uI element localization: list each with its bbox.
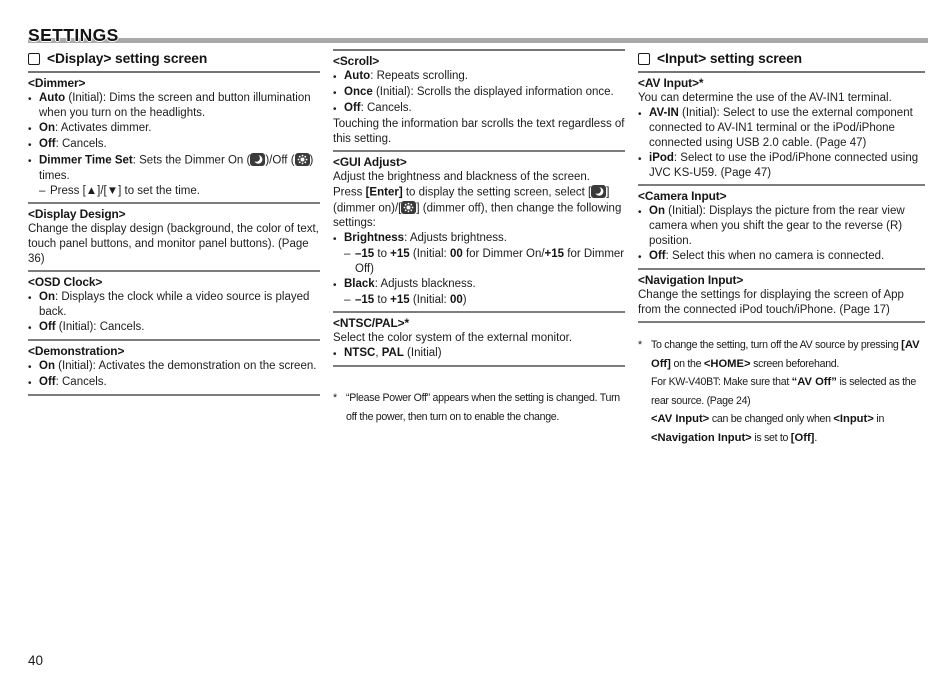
section-divider: [28, 394, 320, 396]
text-run: Adjust the brightness and blackness of the screen.: [333, 171, 590, 183]
text-run: You can determine the use of the AV-IN1 terminal.: [638, 92, 892, 104]
setting-section-title: <Scroll>: [333, 54, 380, 68]
text-run: (Initial): Displays the picture from the rear view camera when you shift the gear to the reverse (R) position.: [649, 205, 905, 247]
section-divider: [28, 339, 320, 341]
section-divider: [28, 270, 320, 272]
section-divider: [333, 311, 625, 313]
page-header: [28, 21, 928, 44]
bold-text-run: <Navigation Input>: [651, 431, 752, 444]
bold-text-run: <Input>: [833, 413, 874, 425]
text-run: (Initial): Select to use the external component connected to AV-IN1 terminal or the iPod/iPhone connected using USB 2.0 cable. (Page 47): [649, 107, 913, 149]
setting-section-title: <GUI Adjust>: [333, 155, 407, 169]
paragraph: [333, 331, 625, 346]
setting-section-title: <Display Design>: [28, 206, 126, 221]
bold-text-run: <AV Input>: [651, 413, 710, 425]
bullet-item: [333, 277, 625, 293]
dash-item: [333, 247, 625, 277]
column-middle: [333, 47, 625, 426]
bullet-item: [638, 106, 925, 151]
bold-text-run: 00: [449, 294, 463, 306]
footnote-marker: *: [333, 392, 338, 404]
paragraph: [28, 222, 320, 267]
screen-heading: [638, 47, 925, 73]
bold-text-run: On: [39, 122, 55, 134]
column-top-divider: [333, 49, 625, 51]
setting-section-title: <Camera Input>: [638, 189, 727, 203]
text-run: (Initial): Activates the demonstration on the screen.: [54, 359, 317, 372]
text-run: : Sets the Dimmer On (: [132, 154, 251, 167]
text-run: Change the settings for displaying the screen of App from the connected iPod touch/iPhone. (Page 17): [638, 289, 904, 316]
dimmer-on-moon-icon: [250, 153, 265, 166]
bullet-marker: •: [28, 361, 32, 373]
dash-marker: –: [344, 294, 351, 306]
bold-text-run: NTSC: [344, 347, 376, 359]
text-run: : Displays the clock while a video source is played back.: [39, 290, 310, 318]
text-run: Select the color system of the external monitor.: [333, 332, 573, 344]
text-run: For KW-V40BT: Make sure that: [651, 376, 792, 388]
item-text: [649, 249, 925, 265]
bold-text-run: Off: [39, 320, 56, 333]
bullet-item: [638, 151, 925, 181]
bullet-marker: •: [333, 349, 337, 360]
bold-text-run: 00: [449, 248, 463, 260]
footnote-line: [346, 389, 625, 426]
item-text: [355, 247, 625, 277]
bullet-item: [28, 121, 320, 137]
footnote-line: [651, 336, 925, 373]
bullet-marker: •: [28, 94, 32, 105]
text-run: screen beforehand.: [750, 357, 840, 370]
text-run: in: [873, 413, 885, 425]
bullet-marker: •: [28, 124, 32, 135]
section-divider: [638, 184, 925, 186]
footnote: [638, 336, 925, 447]
bullet-marker: •: [638, 109, 642, 120]
dash-marker: –: [39, 184, 46, 197]
text-run: To change the setting, turn off the AV source by pressing: [651, 339, 902, 351]
dimmer-off-sun-icon: [401, 201, 416, 214]
bullet-item: [333, 101, 625, 117]
text-run: for Dimmer On/: [462, 248, 545, 260]
bullet-marker: •: [333, 104, 337, 115]
text-run: to: [374, 294, 391, 306]
text-run: (Initial:: [409, 294, 450, 306]
text-run: : Activates dimmer.: [54, 122, 152, 134]
bullet-marker: •: [28, 322, 32, 334]
setting-section-title: <NTSC/PAL>*: [333, 316, 409, 330]
bullet-item: [638, 204, 925, 249]
text-run: for Dimmer Off): [355, 248, 625, 275]
dash-item: [333, 293, 625, 308]
column-right: [638, 47, 925, 447]
bullet-item: [28, 91, 320, 121]
dimmer-on-moon-icon: [591, 185, 606, 198]
paragraph: [333, 185, 625, 231]
item-text: [344, 69, 625, 85]
bullet-marker: •: [333, 234, 337, 245]
bold-text-run: Brightness: [344, 232, 405, 244]
section-divider: [333, 365, 625, 367]
bold-text-run: +15: [544, 248, 565, 260]
bullet-item: [28, 153, 320, 184]
column-left: [28, 47, 320, 398]
bullet-item: [28, 290, 320, 320]
footnote-line: [651, 373, 925, 410]
text-run: (Initial): Scrolls the displayed information once.: [372, 86, 614, 98]
paragraph: [333, 170, 625, 185]
bullet-item: [333, 231, 625, 247]
screen-heading-text: <Display> setting screen: [47, 51, 208, 66]
text-run: ] (dimmer on)/[: [333, 186, 610, 214]
text-run: : Adjusts blackness.: [374, 278, 476, 290]
text-run: (Initial): Cancels.: [55, 320, 145, 333]
bullet-item: [28, 359, 320, 375]
setting-section-title: <OSD Clock>: [28, 274, 103, 289]
item-text: [649, 151, 925, 181]
bold-text-run: On: [39, 359, 55, 372]
paragraph: [638, 288, 925, 318]
bullet-item: [28, 375, 320, 391]
item-text: [344, 85, 625, 101]
bullet-item: [333, 69, 625, 85]
item-text: [39, 121, 320, 137]
text-run: ) times.: [39, 154, 314, 182]
bold-text-run: PAL: [381, 347, 404, 359]
item-text: [39, 137, 320, 153]
text-run: (Initial): Dims the screen and button illumination when you turn on the headlights.: [39, 92, 311, 119]
item-text: [344, 346, 625, 362]
footnote-marker: *: [638, 339, 643, 351]
section-divider: [638, 268, 925, 270]
bold-text-run: [Enter]: [365, 186, 403, 199]
item-text: [39, 359, 320, 375]
bold-text-run: Off: [39, 375, 56, 388]
bold-text-run: Off: [649, 250, 666, 262]
bullet-item: [333, 346, 625, 362]
item-text: [344, 277, 625, 293]
bold-text-run: On: [39, 290, 55, 303]
text-run: ): [462, 294, 467, 306]
bold-text-run: “AV Off”: [791, 376, 837, 388]
item-text: [344, 101, 625, 117]
bullet-item: [638, 249, 925, 265]
paragraph: [333, 117, 625, 147]
screen-heading: [28, 47, 320, 73]
bold-text-run: [AV Off]: [651, 339, 920, 370]
dimmer-off-sun-icon: [295, 153, 310, 166]
setting-section-title: <Demonstration>: [28, 343, 125, 358]
bullet-marker: •: [28, 140, 32, 151]
item-text: [649, 204, 925, 249]
text-run: ] (dimmer off), then change the following settings:: [333, 202, 622, 229]
bullet-item: [28, 137, 320, 153]
text-run: : Cancels.: [55, 375, 107, 388]
section-divider: [638, 321, 925, 323]
bold-text-run: iPod: [649, 152, 674, 164]
bold-text-run: <HOME>: [703, 357, 751, 370]
text-run: on the: [670, 357, 704, 370]
text-run: is selected as the rear source. (Page 24): [651, 376, 916, 407]
text-run: : Adjusts brightness.: [404, 232, 507, 244]
bold-text-run: AV-IN: [649, 107, 679, 119]
item-text: [355, 293, 625, 308]
bold-text-run: Once: [344, 86, 373, 98]
item-text: [39, 153, 320, 184]
bullet-marker: •: [333, 88, 337, 99]
paragraph: [638, 91, 925, 106]
text-run: Change the display design (background, the color of text, touch panel buttons, and monitor panel buttons). (Page 36): [28, 222, 319, 265]
footnote-body: [346, 389, 625, 426]
bold-text-run: On: [649, 205, 665, 217]
setting-section-title: <AV Input>*: [638, 76, 704, 90]
text-run: to display the setting screen, select [: [402, 186, 592, 199]
bold-text-run: Off: [344, 102, 361, 114]
text-run: : Repeats scrolling.: [370, 70, 468, 82]
item-text: [649, 106, 925, 151]
checkbox-icon: [638, 53, 650, 65]
bullet-marker: •: [638, 154, 642, 165]
item-text: [39, 320, 320, 336]
text-run: Press: [333, 186, 366, 199]
text-run: (Initial:: [409, 248, 450, 260]
header-underline-bar: [28, 38, 928, 43]
text-run: to: [374, 248, 391, 260]
bullet-marker: •: [28, 292, 32, 304]
bullet-item: [333, 85, 625, 101]
text-run: “Please Power Off” appears when the setting is changed. Turn off the power, then turn on to enable the change.: [346, 392, 620, 423]
bullet-item: [28, 320, 320, 336]
section-divider: [28, 202, 320, 204]
item-text: [344, 231, 625, 247]
text-run: is set to: [751, 431, 791, 444]
item-text: [39, 375, 320, 391]
bold-text-run: –15: [355, 294, 375, 306]
footnote-body: [651, 336, 925, 447]
text-run: Press [▲]/[▼] to set the time.: [50, 184, 200, 197]
checkbox-icon: [28, 53, 40, 65]
section-divider: [333, 150, 625, 152]
bold-text-run: Auto: [39, 92, 66, 104]
screen-heading-text: <Input> setting screen: [657, 51, 803, 66]
page-number: 40: [28, 653, 44, 668]
bullet-marker: •: [28, 377, 32, 389]
text-run: : Select this when no camera is connected.: [665, 250, 885, 262]
bullet-marker: •: [333, 280, 337, 291]
item-text: [39, 290, 320, 320]
bullet-marker: •: [638, 252, 642, 263]
bold-text-run: Black: [344, 278, 375, 290]
dash-item: [28, 184, 320, 199]
text-run: : Cancels.: [360, 102, 412, 114]
text-run: .: [814, 431, 818, 444]
bold-text-run: +15: [390, 294, 410, 306]
bold-text-run: Off: [39, 138, 56, 150]
bullet-marker: •: [333, 72, 337, 83]
text-run: Touching the information bar scrolls the text regardless of this setting.: [333, 118, 625, 145]
setting-section-title: <Dimmer>: [28, 76, 86, 90]
content-columns: [28, 47, 928, 447]
bold-text-run: Auto: [344, 70, 371, 82]
item-text: [50, 184, 320, 199]
text-run: : Cancels.: [55, 138, 107, 150]
bullet-marker: •: [28, 156, 32, 167]
text-run: : Select to use the iPod/iPhone connected using JVC KS-U59. (Page 47): [649, 152, 919, 179]
setting-section-title: <Navigation Input>: [638, 273, 744, 287]
footnote: [333, 389, 625, 426]
bullet-marker: •: [638, 207, 642, 218]
text-run: )/Off (: [265, 154, 295, 167]
dash-marker: –: [344, 248, 351, 260]
bold-text-run: [Off]: [790, 431, 815, 444]
bold-text-run: +15: [390, 248, 410, 260]
footnote-line: [651, 410, 925, 447]
bold-text-run: –15: [355, 248, 375, 260]
text-run: can be changed only when: [709, 413, 834, 425]
page-title: SETTINGS: [28, 25, 119, 45]
text-run: ,: [375, 347, 382, 359]
item-text: [39, 91, 320, 121]
bold-text-run: Dimmer Time Set: [39, 154, 133, 167]
text-run: (Initial): [403, 347, 442, 359]
